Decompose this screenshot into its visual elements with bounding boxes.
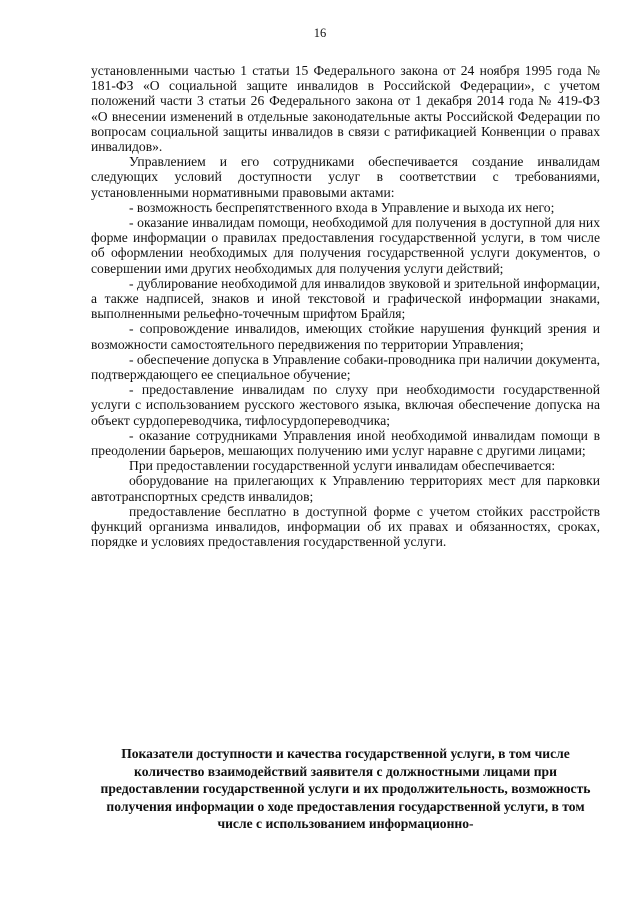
section-heading: Показатели доступности и качества государственной услуги, в том числе количество взаимодействий заявителя с должностными лицами при предоставлении государственной услуги и их продолжительность, возможность получения информации о ходе предоставления государственной услуги, в том числе с использованием информационно- [100,746,591,832]
list-item-sign-language: - предоставление инвалидам по слуху при необходимости государственной услуги с использованием русского жестового языка, включая обеспечение допуска на объект сурдопереводчика, тифлосурдопереводчика; [91,382,600,428]
paragraph-continuation: установленными частью 1 статьи 15 Федерального закона от 24 ноября 1995 года № 181-ФЗ «О социальной защите инвалидов в Российской Федерации», с учетом положений части 3 статьи 26 Федерального закона от 1 декабря 2014 года № 419-ФЗ «О внесении изменений в отдельные законодательные акты Российской Федерации по вопросам социальной защиты инвалидов в связи с ратификацией Конвенции о правах инвалидов». [91,63,600,155]
list-item-guide-dog: - обеспечение допуска в Управление собаки-проводника при наличии документа, подтверждающего ее специальное обучение; [91,351,601,383]
list-item-braille: - дублирование необходимой для инвалидов звуковой и зрительной информации, а также надписей, знаков и иной текстовой и графической информации знаками, выполненными рельефно-точечным шрифтом Брайля; [91,275,600,322]
list-item-entrance: - возможность беспрепятственного входа в Управление и выхода их него; [129,199,555,215]
paragraph-intro: Управлением и его сотрудниками обеспечивается создание инвалидам следующих условий доступности услуг в соответствии с требованиями, установленными нормативными правовыми актами: [91,154,600,200]
list-item-other-help: - оказание сотрудниками Управления иной необходимой инвалидам помощи в преодолении барьеров, мешающих получению ими услуг наравне с другими лицами; [91,427,600,459]
paragraph-provision: При предоставлении государственной услуги инвалидам обеспечивается: [129,458,556,474]
paragraph-free-info: предоставление бесплатно в доступной форме с учетом стойких расстройств функций организма инвалидов, информации об их правах и обязанностях, сроках, порядке и условиях предоставления государственной услуги. [91,503,600,550]
paragraph-parking: оборудование на прилегающих к Управлению территориях мест для парковки автотранспортных средств инвалидов; [91,473,600,504]
page-number: 16 [313,26,327,40]
document-body [91,63,600,550]
list-item-accompaniment: - сопровождение инвалидов, имеющих стойкие нарушения функций зрения и возможности самостоятельного передвижения по территории Управления; [91,321,600,352]
list-item-assistance: - оказание инвалидам помощи, необходимой для получения в доступной для них форме информации о правилах предоставления государственной услуги, в том числе об оформлении необходимых для получения государственной услуги документов, о совершении ими других необходимых для получения услуги действий; [91,215,600,276]
